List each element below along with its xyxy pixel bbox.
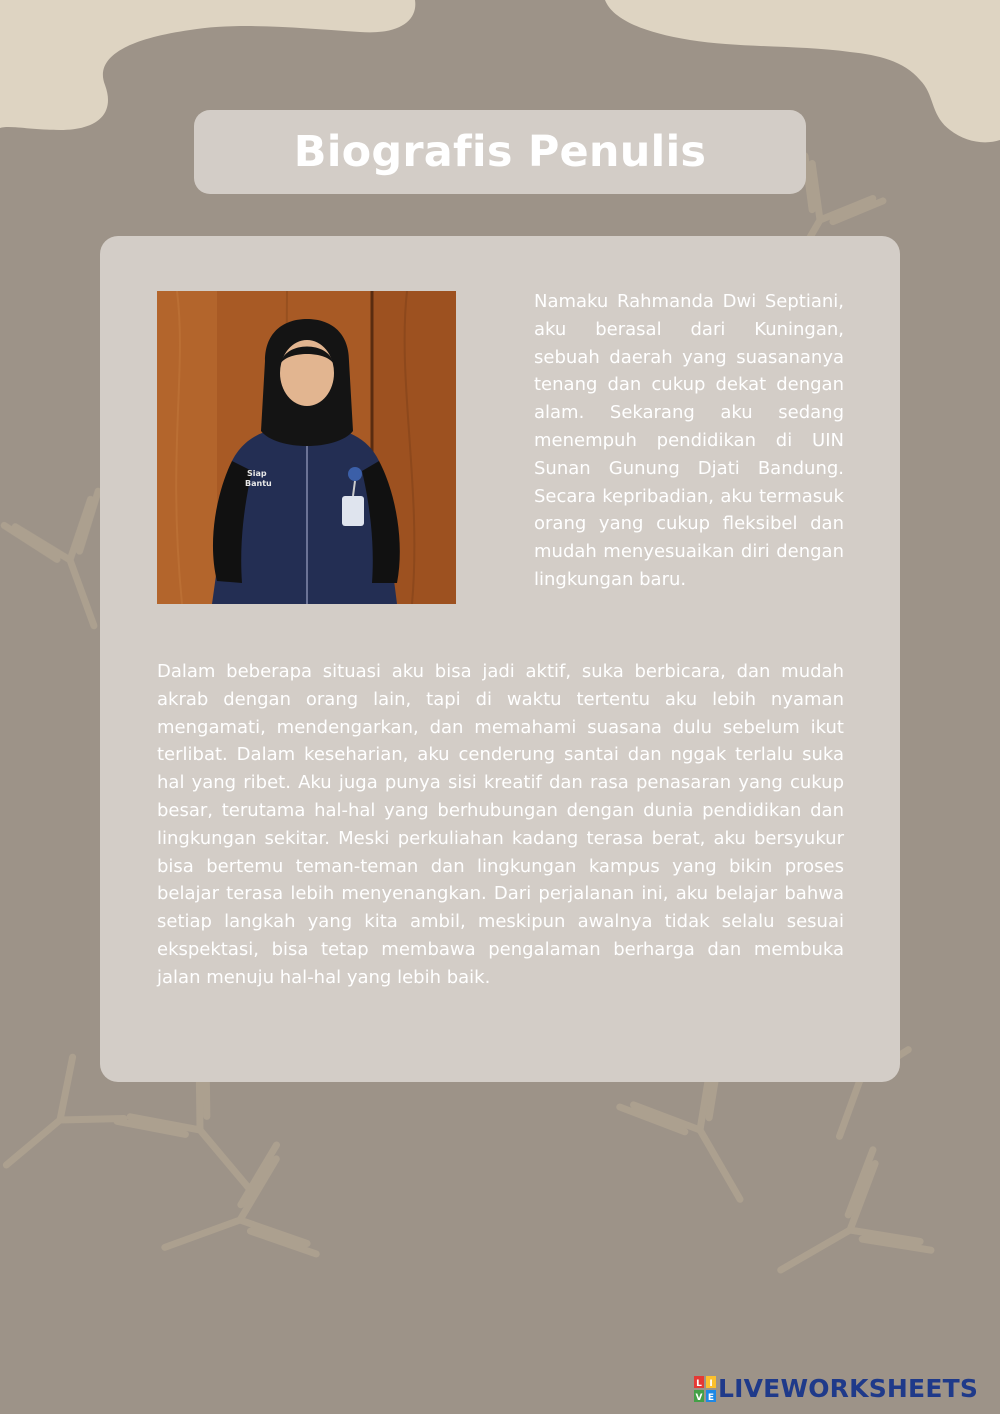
svg-text:I: I — [709, 1379, 713, 1389]
title-banner — [194, 110, 806, 194]
author-photo — [157, 291, 456, 604]
svg-text:Siap: Siap — [247, 469, 267, 478]
svg-text:V: V — [695, 1393, 703, 1402]
body-paragraph: Dalam beberapa situasi aku bisa jadi aktif, suka berbicara, dan mudah akrab dengan orang lain, tapi di waktu tertentu aku lebih nyaman mengamati, mendengarkan, dan memahami suasana dulu sebelum ikut terlibat. Dalam keseharian, aku cenderung santai dan nggak terlalu suka hal yang ribet. Aku juga punya sisi kreatif dan rasa penasaran yang cukup besar, terutama hal-hal yang berhubungan dengan dunia pendidikan dan lingkungan sekitar. Meski perkuliahan kadang terasa berat, aku bersyukur bisa bertemu teman-teman dan lingkungan kampus yang bikin proses belajar terasa lebih menyenangkan. Dari perjalanan ini, aku belajar bahwa setiap langkah yang kita ambil, meskipun awalnya tidak selalu sesuai ekspektasi, bisa tetap membawa pengalaman berharga dan membuka jalan menuju hal-hal yang lebih baik. — [157, 661, 844, 988]
liveworksheets-logo-icon — [694, 1376, 716, 1402]
svg-text:Bantu: Bantu — [245, 479, 272, 488]
svg-text:E: E — [707, 1393, 715, 1402]
page-title: Biografis Penulis — [293, 127, 707, 177]
brand-name: LIVEWORKSHEETS — [718, 1374, 979, 1403]
liveworksheets-brand[interactable] — [694, 1374, 978, 1404]
intro-paragraph: Namaku Rahmanda Dwi Septiani, aku berasal dari Kuningan, sebuah daerah yang suasananya tenang dan cukup dekat dengan alam. Sekarang aku sedang menempuh pendidikan di UIN Sunan Gunung Djati Bandung. Secara kepribadian, aku termasuk orang yang cukup fleksibel dan mudah menyesuaikan diri dengan lingkungan baru. — [534, 291, 844, 590]
portrait-photo-icon — [157, 291, 456, 604]
biography-card — [100, 236, 900, 1082]
svg-text:L: L — [696, 1379, 702, 1389]
